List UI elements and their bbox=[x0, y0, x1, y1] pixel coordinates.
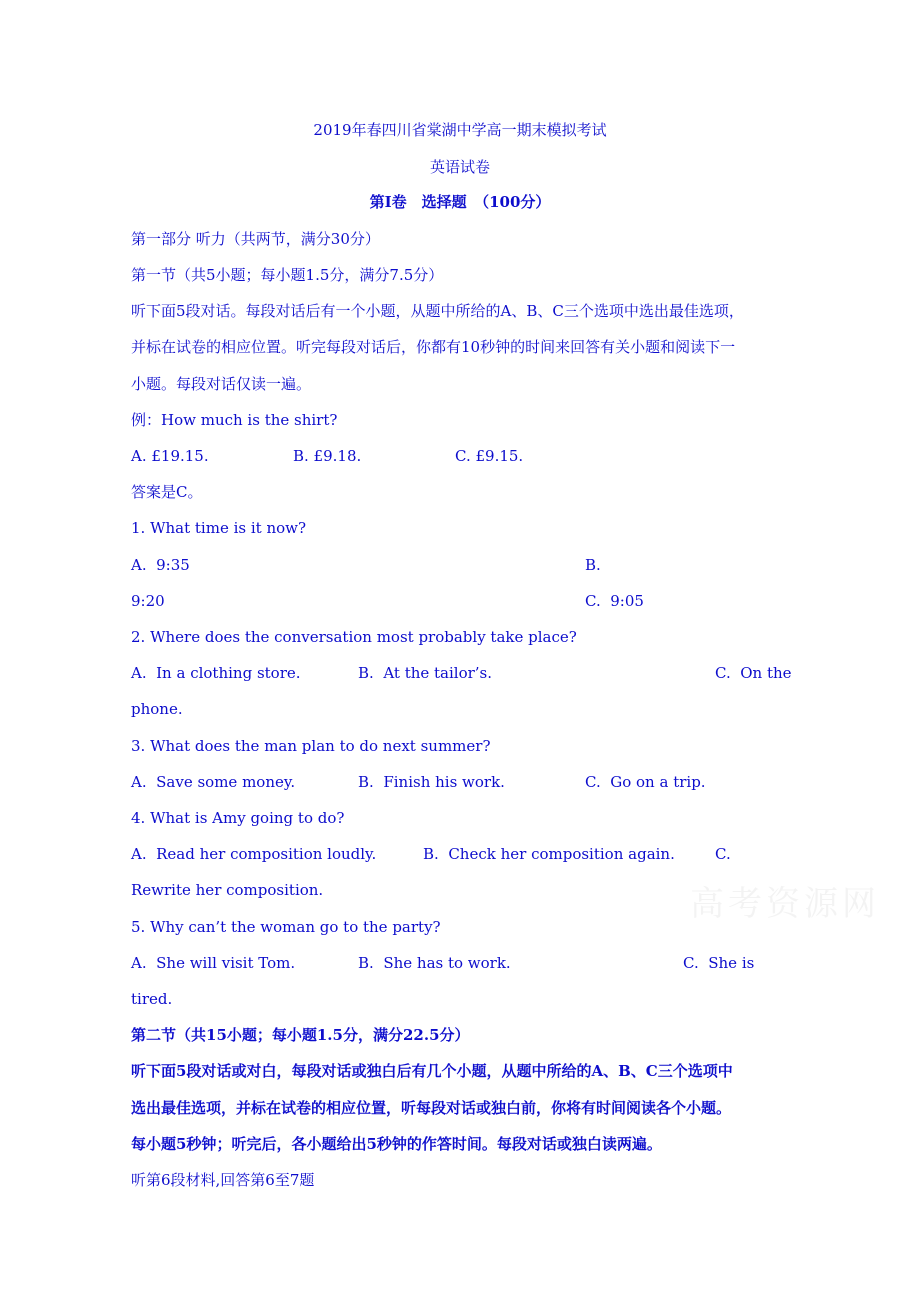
part-heading: 第Ⅰ卷 选择题 （100分） bbox=[369, 193, 551, 211]
example-option-b: B. £9.18. bbox=[293, 447, 362, 465]
question-5: 5. Why can’t the woman go to the party? bbox=[131, 918, 441, 936]
q3-option-b: B. Finish his work. bbox=[358, 773, 505, 791]
q3-option-c: C. Go on a trip. bbox=[585, 773, 706, 791]
question-2: 2. Where does the conversation most probably take place? bbox=[131, 628, 577, 646]
material-note: 听第6段材料,回答第6至7题 bbox=[131, 1171, 315, 1189]
example-question: 例：How much is the shirt? bbox=[131, 411, 338, 429]
section2-sub: 第二节（共15小题；每小题1.5分，满分22.5分） bbox=[131, 1026, 470, 1044]
example-answer: 答案是C。 bbox=[131, 483, 203, 501]
section1-instruction: 并标在试卷的相应位置。听完每段对话后，你都有10秒钟的时间来回答有关小题和阅读下一 bbox=[131, 338, 736, 356]
q4-option-a: A. Read her composition loudly. bbox=[131, 845, 377, 863]
q1-option-b: B. bbox=[585, 556, 601, 574]
q4-option-c-text: Rewrite her composition. bbox=[131, 881, 324, 899]
q5-option-b: B. She has to work. bbox=[358, 954, 511, 972]
question-4: 4. What is Amy going to do? bbox=[131, 809, 345, 827]
exam-subject: 英语试卷 bbox=[429, 158, 490, 176]
q4-option-c: C. bbox=[715, 845, 731, 863]
section1-instruction: 听下面5段对话。每段对话后有一个小题，从题中所给的A、B、C三个选项中选出最佳选项， bbox=[131, 302, 744, 320]
q2-option-a: A. In a clothing store. bbox=[131, 664, 301, 682]
q5-option-c-text: tired. bbox=[131, 990, 173, 1008]
watermark: 高考资源网 bbox=[690, 884, 880, 924]
q2-option-c-text: phone. bbox=[131, 700, 183, 718]
section2-instruction: 选出最佳选项，并标在试卷的相应位置，听每段对话或独白前，你将有时间阅读各个小题。 bbox=[131, 1099, 732, 1117]
q1-option-a: A. 9:35 bbox=[131, 556, 190, 574]
example-option-c: C. £9.15. bbox=[455, 447, 524, 465]
section1-heading: 第一部分 听力（共两节，满分30分） bbox=[131, 230, 380, 248]
question-1: 1. What time is it now? bbox=[131, 519, 307, 537]
q4-option-b: B. Check her composition again. bbox=[423, 845, 675, 863]
section2-instruction: 每小题5秒钟；听完后，各小题给出5秒钟的作答时间。每段对话或独白读两遍。 bbox=[131, 1135, 662, 1153]
q1-option-b-text: 9:20 bbox=[131, 592, 165, 610]
question-3: 3. What does the man plan to do next summer? bbox=[131, 737, 491, 755]
section1-instruction: 小题。每段对话仅读一遍。 bbox=[131, 375, 312, 393]
example-option-a: A. £19.15. bbox=[131, 447, 209, 465]
q3-option-a: A. Save some money. bbox=[131, 773, 296, 791]
section2-instruction: 听下面5段对话或对白，每段对话或独白后有几个小题，从题中所给的A、B、C三个选项中 bbox=[131, 1062, 733, 1080]
q5-option-a: A. She will visit Tom. bbox=[131, 954, 296, 972]
section1-sub: 第一节（共5小题；每小题1.5分，满分7.5分） bbox=[131, 266, 444, 284]
q2-option-c: C. On the bbox=[715, 664, 792, 682]
q2-option-b: B. At the tailor’s. bbox=[358, 664, 493, 682]
exam-title: 2019年春四川省棠湖中学高一期末模拟考试 bbox=[313, 121, 607, 139]
q1-option-c: C. 9:05 bbox=[585, 592, 644, 610]
q5-option-c: C. She is bbox=[683, 954, 755, 972]
